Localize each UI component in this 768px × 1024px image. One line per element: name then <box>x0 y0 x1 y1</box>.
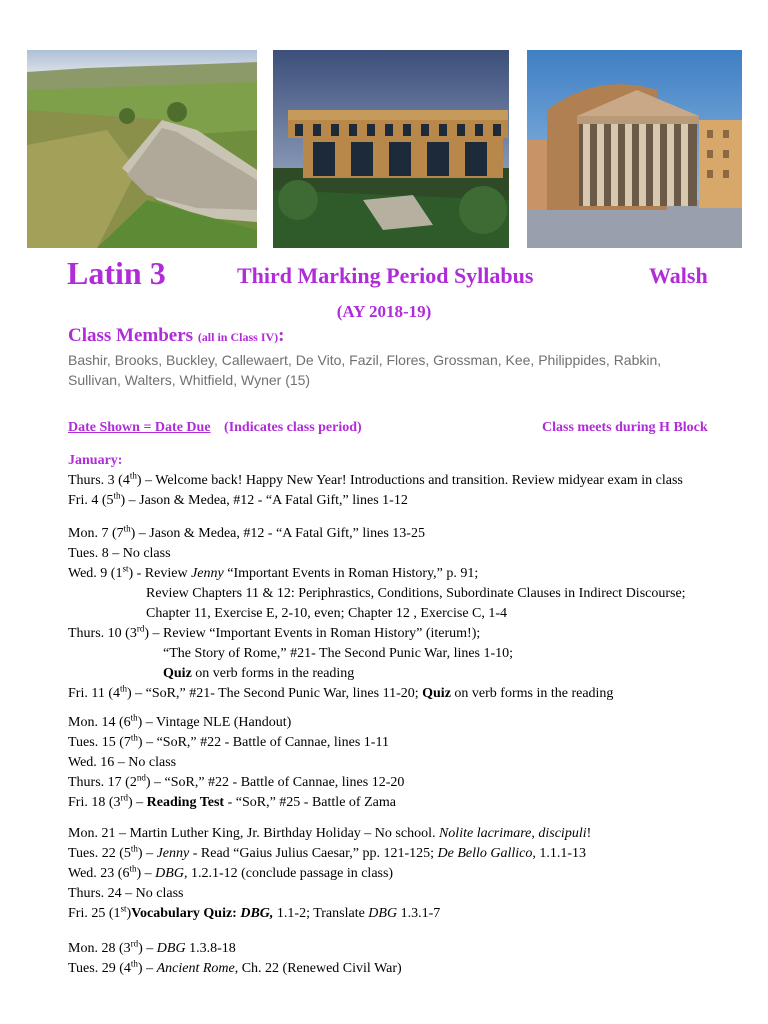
schedule-entry: Thurs. 10 (3rd) – Review “Important Events in Roman History” (iterum!); <box>68 623 481 641</box>
schedule-week-5 <box>68 939 748 979</box>
schedule-entry: Mon. 28 (3rd) – DBG 1.3.8-18 <box>68 938 236 956</box>
schedule-entry: Fri. 4 (5th) – Jason & Medea, #12 - “A Fatal Gift,” lines 1-12 <box>68 490 408 508</box>
class-members-colon: : <box>278 325 285 346</box>
schedule-entry: Wed. 23 (6th) – DBG, 1.2.1-12 (conclude passage in class) <box>68 863 394 881</box>
schedule-entry: Thurs. 24 – No class <box>68 886 184 901</box>
date-rule: Date Shown = Date Due <box>68 420 211 435</box>
schedule-week-3 <box>68 713 748 813</box>
month-heading: January: <box>68 453 123 468</box>
schedule-entry: Mon. 14 (6th) – Vintage NLE (Handout) <box>68 712 292 730</box>
schedule-entry: Thurs. 3 (4th) – Welcome back! Happy New Year! Introductions and transition. Review midyear exam in class <box>68 470 683 488</box>
schedule-entry: Thurs. 17 (2nd) – “SoR,” #22 - Battle of Cannae, lines 12-20 <box>68 772 405 790</box>
course-title: Latin 3 <box>67 255 166 291</box>
pont-du-gard-aqueduct-photo <box>273 50 509 248</box>
schedule-week-4 <box>68 824 748 924</box>
schedule-week-2 <box>68 524 748 704</box>
schedule-entry-cont: “The Story of Rome,” #21- The Second Punic War, lines 1-10; <box>163 646 514 661</box>
syllabus-title: Third Marking Period Syllabus <box>237 263 534 288</box>
meeting-note: Class meets during H Block <box>542 420 708 435</box>
teacher-name: Walsh <box>649 263 708 288</box>
class-members-note: (all in Class IV) <box>197 330 279 344</box>
schedule-entry: Tues. 22 (5th) – Jenny - Read “Gaius Julius Caesar,” pp. 121-125; De Bello Gallico, 1.1.1-13 <box>68 843 587 861</box>
schedule-entry: Tues. 8 – No class <box>68 546 171 561</box>
schedule-entry-cont: Chapter 11, Exercise E, 2-10, even; Chapter 12 , Exercise C, 1-4 <box>146 606 508 621</box>
schedule-entry: Mon. 21 – Martin Luther King, Jr. Birthday Holiday – No school. Nolite lacrimare, discipuli! <box>68 826 592 841</box>
academic-year: (AY 2018-19) <box>336 302 432 321</box>
class-members-label: Class Members <box>68 325 194 346</box>
schedule-week-1 <box>68 471 748 511</box>
schedule-entry: Fri. 25 (1st)Vocabulary Quiz: DBG, 1.1-2; Translate DBG 1.3.1-7 <box>68 903 441 921</box>
title-row <box>0 255 768 295</box>
class-members-heading <box>68 325 284 347</box>
schedule-entry: Tues. 29 (4th) – Ancient Rome, Ch. 22 (Renewed Civil War) <box>68 958 402 976</box>
schedule-entry: Wed. 9 (1st) - Review Jenny “Important Events in Roman History,” p. 91; <box>68 563 479 581</box>
schedule-entry: Fri. 11 (4th) – “SoR,” #21- The Second Punic War, lines 11-20; Quiz on verb forms in the reading <box>68 683 614 701</box>
pantheon-photo <box>527 50 742 248</box>
schedule-entry: Tues. 15 (7th) – “SoR,” #22 - Battle of Cannae, lines 1-11 <box>68 732 389 750</box>
schedule-entry: Fri. 18 (3rd) – Reading Test - “SoR,” #25 - Battle of Zama <box>68 792 396 810</box>
schedule-entry-cont: Review Chapters 11 & 12: Periphrastics, Conditions, Subordinate Clauses in Indirect Discourse; <box>146 586 686 601</box>
legend-row <box>68 420 718 436</box>
schedule-entry: Wed. 16 – No class <box>68 755 177 770</box>
hadrians-wall-photo <box>27 50 257 248</box>
schedule-entry-cont: Quiz on verb forms in the reading <box>163 666 355 681</box>
schedule-entry: Mon. 7 (7th) – Jason & Medea, #12 - “A Fatal Gift,” lines 13-25 <box>68 523 425 541</box>
class-members-list: Bashir, Brooks, Buckley, Callewaert, De Vito, Fazil, Flores, Grossman, Kee, Philippides, Rabkin, Sullivan, Walters, Whitfield, Wyner (15) <box>68 352 662 388</box>
period-note: (Indicates class period) <box>224 420 362 435</box>
